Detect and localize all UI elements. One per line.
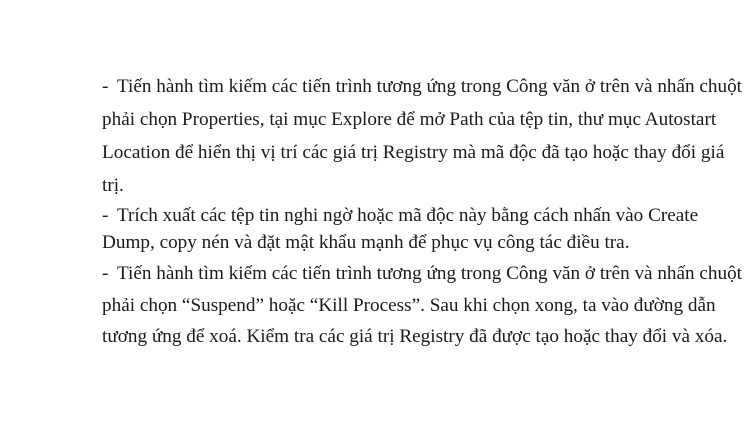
bullet-1-line-2: phải chọn Properties, tại mục Explore để mở Path của tệp tin, thư mục Autostart [102,109,717,130]
bullet-2-line-1: Trích xuất các tệp tin nghi ngờ hoặc mã độc này bằng cách nhấn vào Create [117,205,699,226]
bullet-3-line-3: tương ứng để xoá. Kiểm tra các giá trị Registry đã được tạo hoặc thay đổi và xóa. [102,326,728,347]
bullet-dash: - [102,205,109,226]
bullet-1-line-1: Tiến hành tìm kiếm các tiến trình tương ứng trong Công văn ở trên và nhấn chuột [117,76,742,97]
bullet-dash: - [102,76,109,97]
bullet-3-line-1: Tiến hành tìm kiếm các tiến trình tương ứng trong Công văn ở trên và nhấn chuột [117,263,742,284]
bullet-3-line-2: phải chọn “Suspend” hoặc “Kill Process”. Sau khi chọn xong, ta vào đường dẫn [102,295,716,316]
bullet-1-line-4: trị. [102,175,124,196]
bullet-2-line-2: Dump, copy nén và đặt mật khẩu mạnh để phục vụ công tác điều tra. [102,232,630,253]
bullet-1-line-3: Location để hiển thị vị trí các giá trị Registry mà mã độc đã tạo hoặc thay đổi giá [102,142,725,163]
bullet-dash: - [102,263,109,284]
